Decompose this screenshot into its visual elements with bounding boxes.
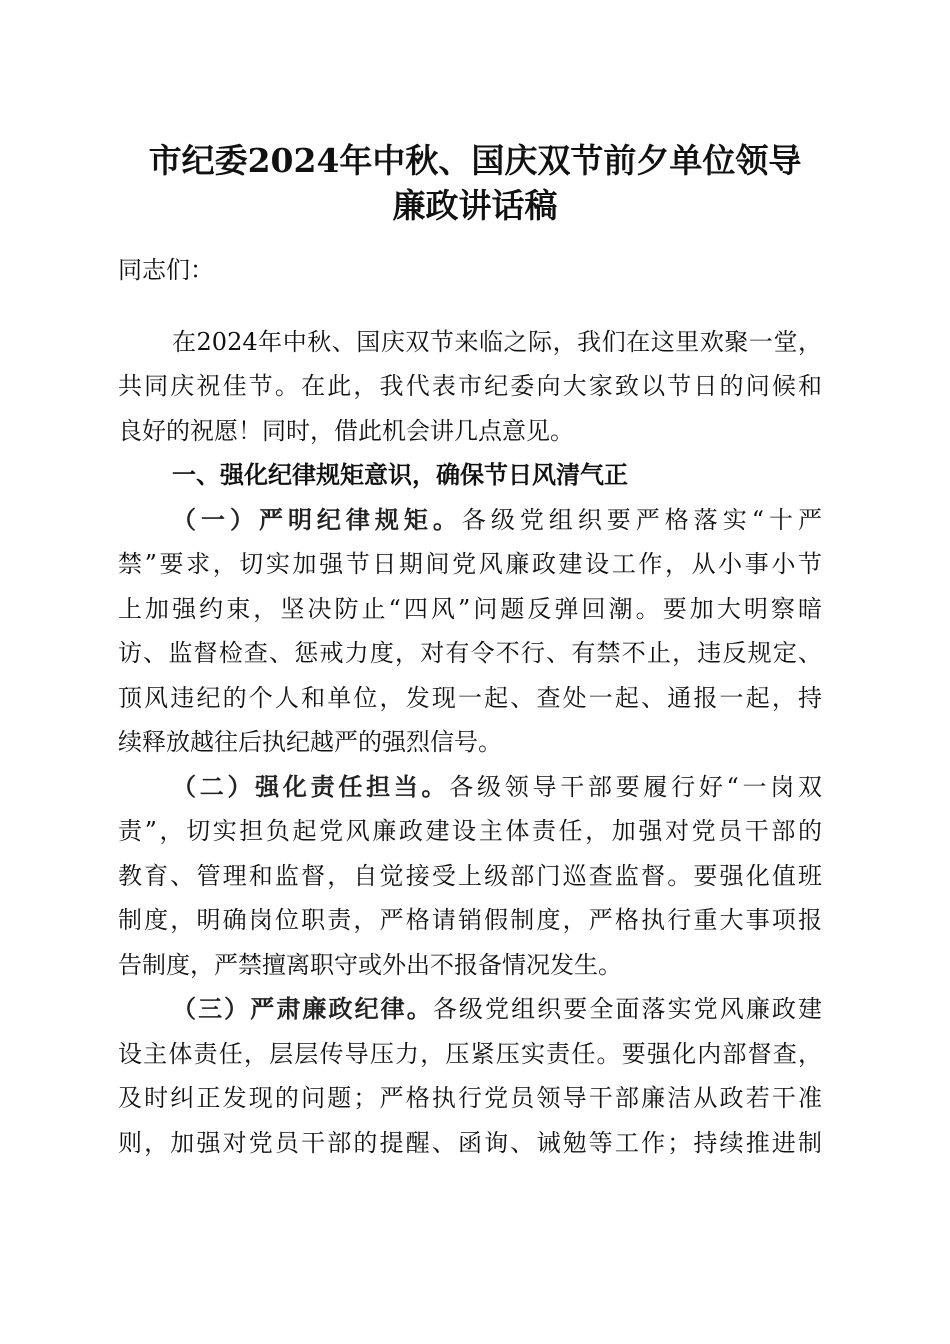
subsection-title: （二）强化责任担当。 xyxy=(172,771,450,801)
paragraph xyxy=(118,765,822,988)
text-line xyxy=(118,854,822,899)
text-line xyxy=(118,1032,822,1077)
text-line xyxy=(118,898,822,943)
line-text: 告制度，严禁擅离职守或外出不报备情况发生。 xyxy=(118,950,622,979)
text-line xyxy=(118,987,822,1032)
section-heading xyxy=(118,453,822,498)
paragraph xyxy=(118,987,822,1165)
text-line xyxy=(118,498,822,543)
title-line: 市纪委2024年中秋、国庆双节前夕单位领导 xyxy=(148,141,802,180)
line-text: 设主体责任，层层传导压力，压紧压实责任。要强化内部督查， xyxy=(118,1039,822,1068)
line-text: 上加强约束，坚决防止“四风”问题反弹回潮。要加大明察暗 xyxy=(118,594,822,623)
text-line xyxy=(118,587,822,632)
line-text: 顶风违纪的个人和单位，发现一起、查处一起、通报一起，持 xyxy=(118,683,822,712)
line-text: 良好的祝愿！同时，借此机会讲几点意见。 xyxy=(118,416,574,445)
text-line xyxy=(118,1121,822,1166)
paragraph xyxy=(118,498,822,765)
text-line xyxy=(118,542,822,587)
line-text: 禁”要求，切实加强节日期间党风廉政建设工作，从小事小节 xyxy=(118,550,822,578)
text-line xyxy=(118,720,822,765)
text-line xyxy=(118,809,822,854)
text-line xyxy=(118,1076,822,1121)
text-line xyxy=(118,676,822,721)
text-line xyxy=(118,320,822,365)
line-text: 及时纠正发现的问题；严格执行党员领导干部廉洁从政若干准 xyxy=(118,1084,822,1112)
line-text: 在2024年中秋、国庆双节来临之际，我们在这里欢聚一堂， xyxy=(172,327,822,356)
line-text: 各级领导干部要履行好“一岗双 xyxy=(449,772,822,801)
text-line xyxy=(118,765,822,810)
line-text: 制度，明确岗位职责，严格请销假制度，严格执行重大事项报 xyxy=(118,906,822,934)
document-body xyxy=(118,248,822,1165)
line-text: 各级党组织要全面落实党风廉政建 xyxy=(432,995,823,1023)
text-line xyxy=(118,943,822,988)
text-line xyxy=(118,364,822,409)
text-line xyxy=(118,453,822,498)
subsection-title: （三）严肃廉政纪律。 xyxy=(172,994,433,1023)
greeting: 同志们： xyxy=(118,256,214,284)
document-title xyxy=(0,138,950,228)
paragraph xyxy=(118,320,822,454)
title-line: 廉政讲话稿 xyxy=(392,186,558,225)
subsection-title: （一）严明纪律规矩。 xyxy=(172,504,462,534)
line-text: 责”，切实担负起党风廉政建设主体责任，加强对党员干部的 xyxy=(118,817,822,845)
line-text: 各级党组织要严格落实“十严 xyxy=(461,505,822,534)
text-line xyxy=(118,409,822,454)
line-text: 访、监督检查、惩戒力度，对有令不行、有禁不止，违反规定、 xyxy=(118,639,822,667)
line-text: 教育、管理和监督，自觉接受上级部门巡查监督。要强化值班 xyxy=(118,861,822,890)
line-text: 则，加强对党员干部的提醒、函询、诫勉等工作；持续推进制 xyxy=(118,1128,822,1157)
line-text: 续释放越往后执纪越严的强烈信号。 xyxy=(118,728,502,756)
line-text: 一、强化纪律规矩意识，确保节日风清气正 xyxy=(172,460,628,489)
line-text: 共同庆祝佳节。在此，我代表市纪委向大家致以节日的问候和 xyxy=(118,372,822,400)
text-line xyxy=(118,631,822,676)
